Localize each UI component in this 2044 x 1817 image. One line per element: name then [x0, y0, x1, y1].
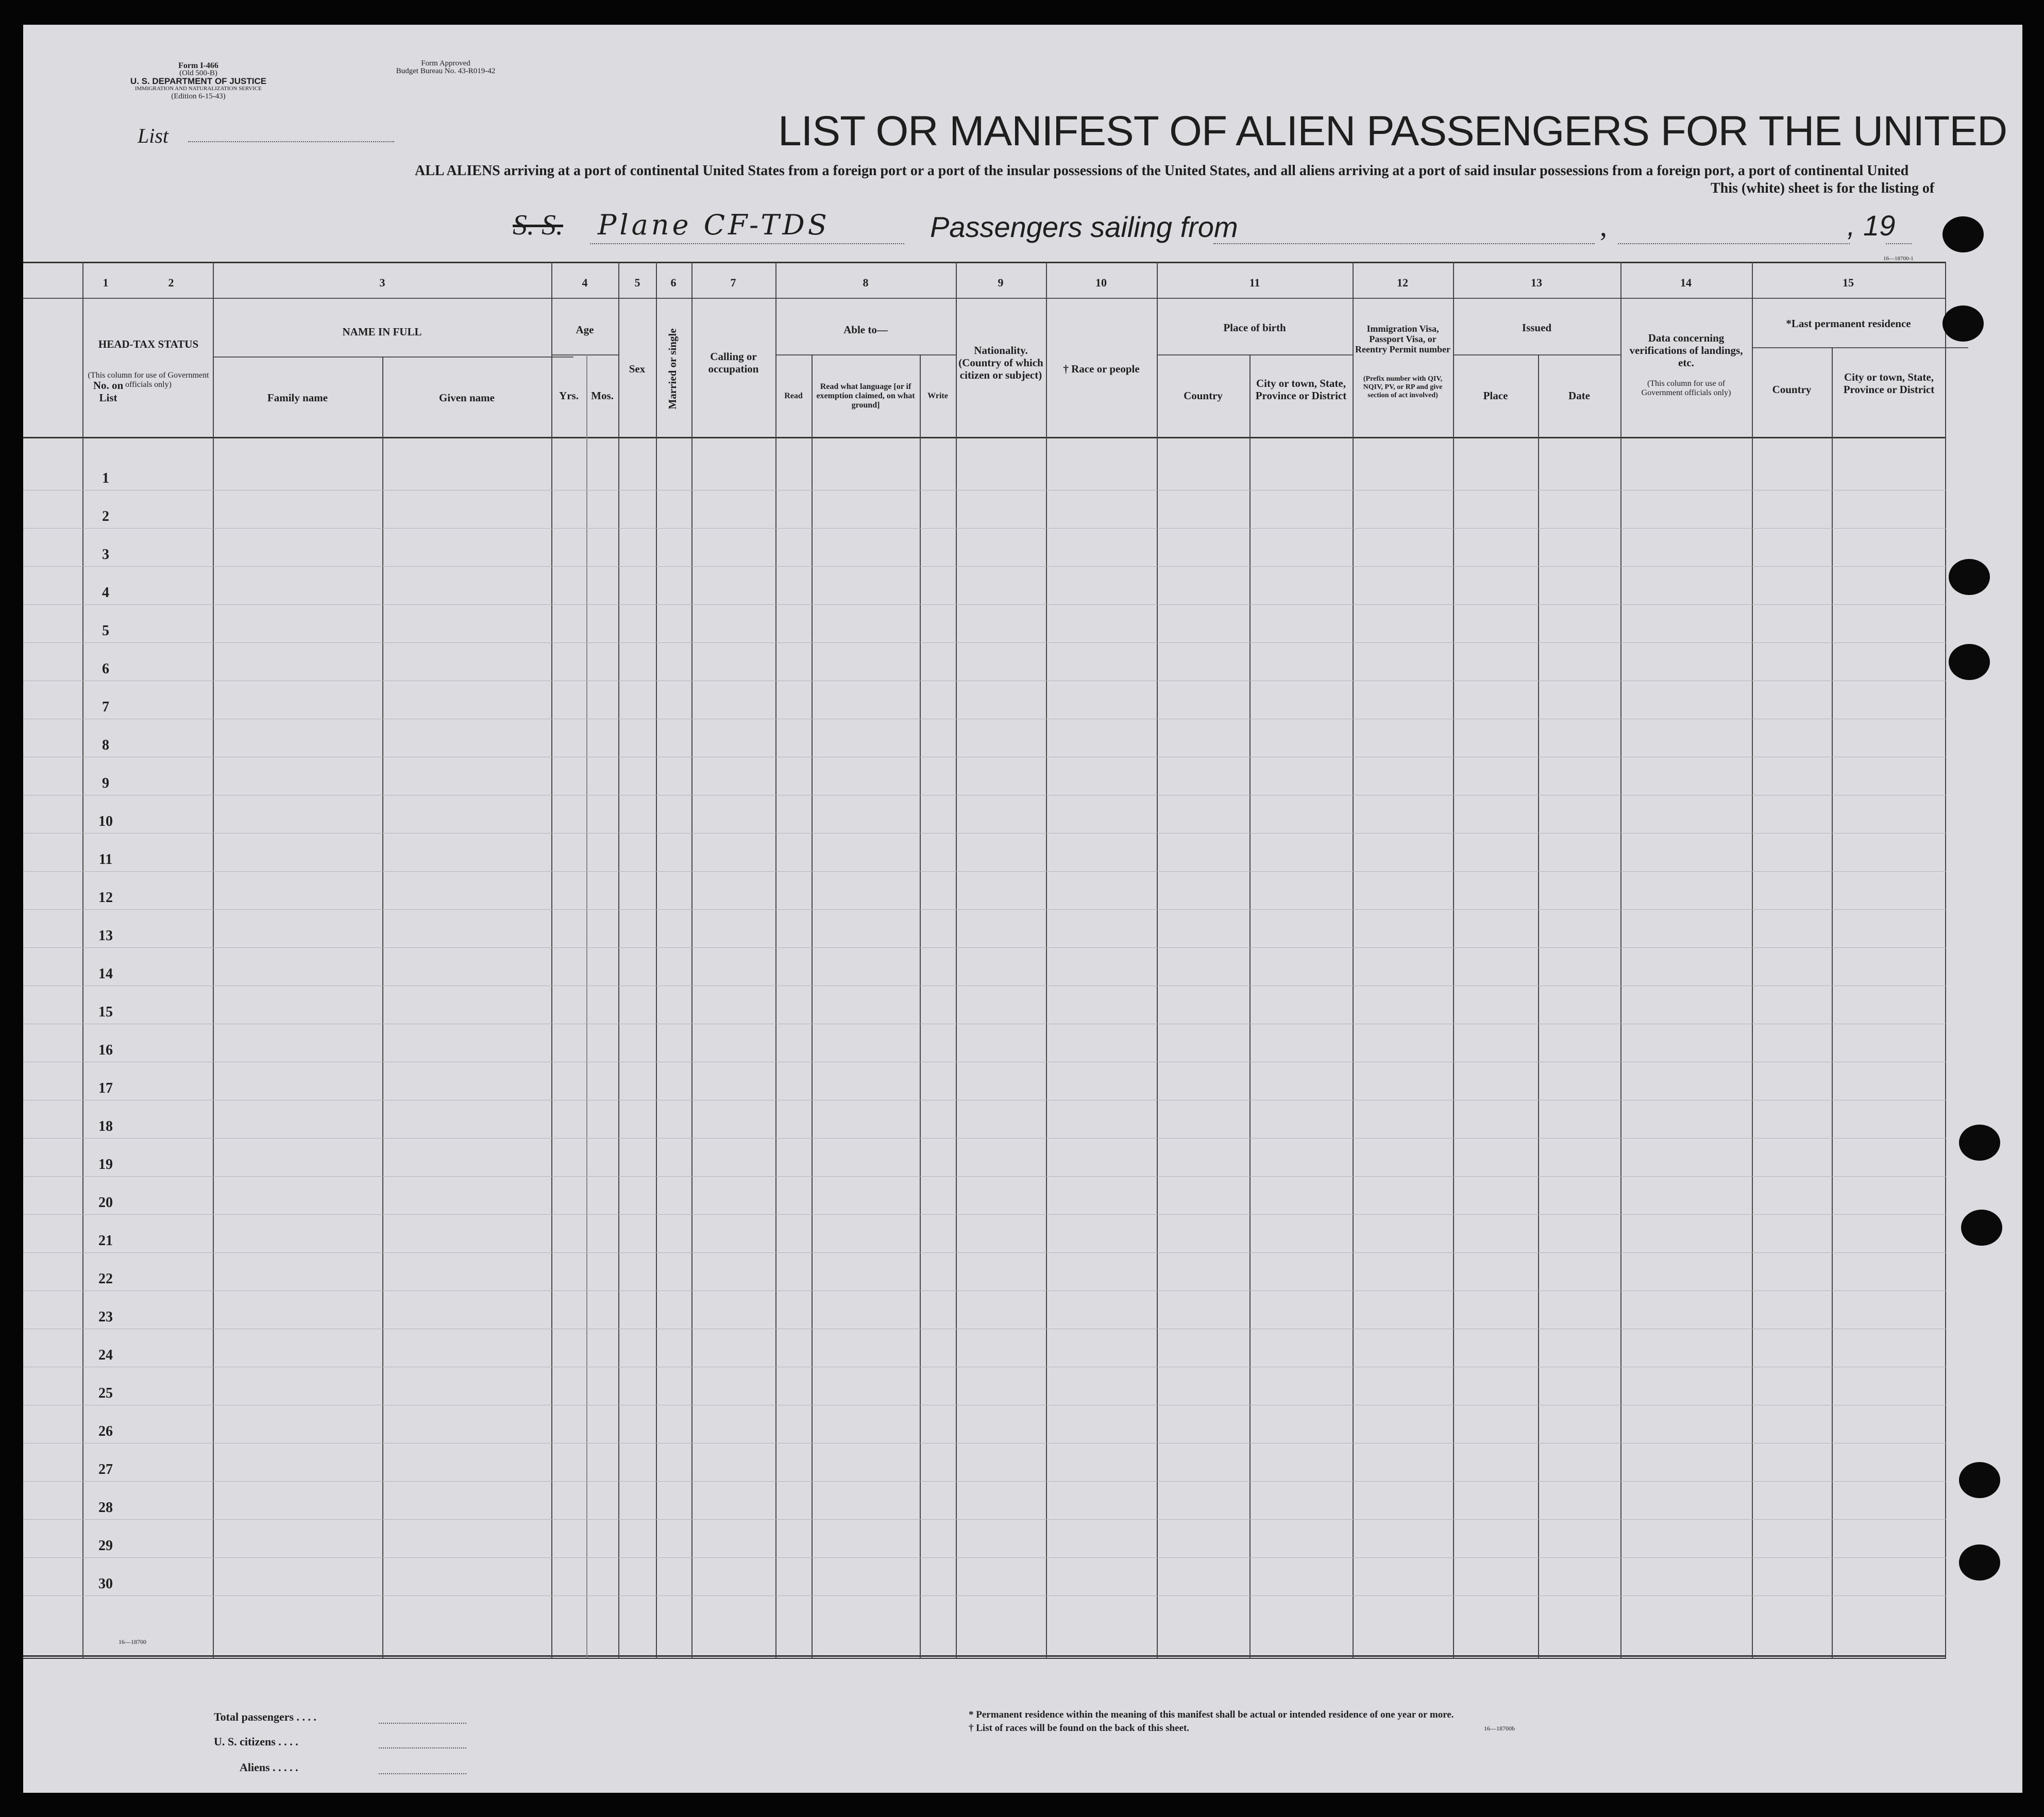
vessel-name-handwritten: Plane CF-TDS: [598, 209, 830, 241]
row-number: 20: [98, 1195, 113, 1211]
form-approved: Form Approved: [421, 59, 470, 67]
col-line: [1538, 354, 1539, 1658]
nationality-header: Nationality. (Country of which citizen or subject): [958, 344, 1043, 381]
col-line: [1453, 262, 1454, 1658]
row-number: 15: [98, 1004, 113, 1020]
data-concerning-note: (This column for use of Government officials only): [1641, 379, 1731, 397]
place-of-birth-header: Place of birth: [1223, 321, 1286, 334]
table-bottom-border-2: [23, 1658, 1946, 1659]
visa-note: (Prefix number with QIV, NQIV, PV, or RP and give section of act involved): [1363, 375, 1443, 399]
punch-hole: [1949, 559, 1990, 595]
visa-header: Immigration Visa, Passport Visa, or Reentry Permit number: [1355, 324, 1450, 354]
birth-subheader-line: [1157, 354, 1353, 355]
col-line: [656, 262, 657, 1658]
row-number: 27: [98, 1462, 113, 1478]
punch-hole: [1942, 305, 1984, 342]
row-number: 29: [98, 1538, 113, 1554]
row-number: 18: [98, 1118, 113, 1134]
column-number-divider: [23, 298, 1946, 299]
form-number: Form I-466: [178, 61, 218, 70]
row-number: 2: [102, 508, 109, 524]
row-number: 5: [102, 623, 109, 639]
department: U. S. DEPARTMENT OF JUSTICE: [130, 76, 267, 86]
table-row[interactable]: [23, 833, 1946, 834]
read-header: Read: [784, 392, 803, 400]
row-number: 28: [98, 1500, 113, 1516]
sailing-label: Passengers sailing from: [930, 211, 1238, 243]
col-line: [956, 262, 957, 1658]
age-subheader-line: [551, 354, 618, 355]
row-number: 21: [98, 1233, 113, 1249]
col-line: [382, 356, 383, 1658]
punch-hole: [1942, 216, 1984, 252]
intro-line-2: This (white) sheet is for the listing of: [1711, 180, 1935, 196]
aliens-label: Aliens . . . . .: [240, 1761, 298, 1774]
row-number: 6: [102, 661, 109, 677]
row-number: 14: [98, 966, 113, 982]
name-subheader-line: [213, 356, 573, 358]
table-row[interactable]: [23, 1138, 1946, 1139]
row-number: 4: [102, 585, 109, 601]
row-number: 25: [98, 1385, 113, 1401]
row-number: 3: [102, 547, 109, 563]
residence-country-header: Country: [1772, 383, 1812, 396]
list-field[interactable]: [188, 141, 394, 142]
total-passengers-field[interactable]: [379, 1723, 466, 1724]
page-title: LIST OR MANIFEST OF ALIEN PASSENGERS FOR THE UNITED: [778, 108, 2007, 155]
table-row[interactable]: [23, 1481, 1946, 1482]
col-number-3: 3: [379, 276, 385, 289]
row-number: 24: [98, 1347, 113, 1363]
vessel-name-field[interactable]: [590, 243, 904, 244]
residence-subheader-line: [1752, 347, 1968, 348]
approval-block: [363, 60, 528, 75]
col-number-7: 7: [730, 276, 736, 289]
manifest-sheet: [23, 25, 2022, 1793]
table-row[interactable]: [23, 871, 1946, 872]
permanent-residence-note: * Permanent residence within the meaning of this manifest shall be actual or intended residence of one year or more.: [969, 1709, 1454, 1720]
col-number-12: 12: [1397, 276, 1408, 289]
year-prefix: , 19: [1847, 209, 1896, 242]
sailing-date-field[interactable]: [1618, 243, 1850, 244]
col-line: [213, 262, 214, 1658]
col-line: [1249, 354, 1251, 1658]
col-number-2: 2: [168, 276, 174, 289]
no-on-list-header: No. on List: [93, 379, 124, 404]
punch-hole: [1959, 1462, 2000, 1498]
col-number-6: 6: [670, 276, 677, 289]
col-number-15: 15: [1843, 276, 1854, 289]
row-number: 19: [98, 1157, 113, 1173]
table-row[interactable]: [23, 566, 1946, 567]
row-number: 30: [98, 1576, 113, 1592]
header-bottom-border: [23, 437, 1946, 438]
table-row[interactable]: [23, 528, 1946, 529]
aliens-field[interactable]: [379, 1773, 466, 1774]
col-line: [1752, 262, 1753, 1658]
table-row[interactable]: [23, 1443, 1946, 1444]
table-bottom-border: [23, 1655, 1946, 1657]
data-concerning-header: Data concerning verifications of landings, etc.: [1629, 332, 1743, 369]
table-row[interactable]: [23, 604, 1946, 605]
bottom-code: 16—18700: [119, 1638, 146, 1645]
head-tax-note: (This column for use of Government officials only): [88, 371, 209, 389]
issued-date-header: Date: [1568, 389, 1590, 402]
table-row[interactable]: [23, 947, 1946, 948]
punch-hole: [1959, 1544, 2000, 1581]
table-row[interactable]: [23, 1557, 1946, 1558]
issued-subheader-line: [1453, 354, 1620, 355]
row-number: 16: [98, 1042, 113, 1058]
table-row[interactable]: [23, 1290, 1946, 1291]
calling-header: Calling or occupation: [708, 350, 759, 375]
col-line: [920, 354, 921, 1658]
comma-sep: ,: [1600, 211, 1607, 243]
married-header: Married or single: [666, 328, 679, 410]
col-number-8: 8: [863, 276, 869, 289]
sailing-port-field[interactable]: [1213, 243, 1595, 244]
old-number: (Old 500-B): [179, 69, 217, 77]
family-name-header: Family name: [267, 392, 328, 404]
row-number: 13: [98, 928, 113, 944]
residence-city-header: City or town, State, Province or District: [1843, 371, 1935, 396]
table-row[interactable]: [23, 1214, 1946, 1215]
punch-hole: [1961, 1210, 2002, 1246]
race-header: † Race or people: [1063, 363, 1140, 375]
row-number: 8: [102, 737, 109, 753]
row-number: 26: [98, 1423, 113, 1439]
col-line: [1832, 347, 1833, 1658]
col-line: [586, 354, 587, 1658]
row-number: 11: [98, 852, 113, 868]
table-row[interactable]: [23, 909, 1946, 910]
col-number-10: 10: [1095, 276, 1107, 289]
ss-prefix: S. S.: [513, 209, 563, 241]
table-row[interactable]: [23, 1176, 1946, 1177]
form-header: [126, 62, 271, 100]
age-header: Age: [576, 324, 594, 336]
col-line: [1353, 262, 1354, 1658]
table-row[interactable]: [23, 1252, 1946, 1253]
table-row[interactable]: [23, 1519, 1946, 1520]
col-number-9: 9: [998, 276, 1004, 289]
notes-code: 16—18700b: [1484, 1725, 1515, 1732]
row-number: 9: [102, 775, 109, 791]
issued-place-header: Place: [1483, 389, 1508, 402]
corner-code: 16—18700-1: [1883, 256, 1914, 262]
birth-city-header: City or town, State, Province or District: [1255, 377, 1347, 402]
last-residence-header: *Last permanent residence: [1786, 317, 1911, 330]
total-passengers-label: Total passengers . . . .: [214, 1710, 317, 1723]
col-line: [1945, 262, 1946, 1658]
col-number-13: 13: [1531, 276, 1542, 289]
row-number: 7: [102, 699, 109, 715]
row-number: 12: [98, 890, 113, 906]
table-top-border: [23, 262, 1946, 263]
able-subheader-line: [775, 354, 956, 355]
table-row[interactable]: [23, 1595, 1946, 1596]
intro-line-1: ALL ALIENS arriving at a port of continental United States from a foreign port or a port of the insular possessions of the United States, and all aliens arriving at a port of said insular possessions from a foreign port, a port of continental United: [415, 163, 1909, 179]
mos-header: Mos.: [591, 389, 614, 402]
write-header: Write: [927, 392, 948, 400]
col-number-4: 4: [582, 276, 588, 289]
col-number-1: 1: [103, 276, 109, 289]
col-number-14: 14: [1680, 276, 1692, 289]
edition: (Edition 6-15-43): [171, 92, 226, 100]
us-citizens-field[interactable]: [379, 1747, 466, 1748]
col-line: [1620, 262, 1621, 1658]
col-line: [1046, 262, 1047, 1658]
able-to-header: Able to—: [843, 324, 888, 336]
sex-header: Sex: [629, 363, 646, 375]
row-number: 22: [98, 1271, 113, 1287]
punch-hole: [1959, 1125, 2000, 1161]
list-label: List: [138, 124, 169, 147]
col-line: [812, 354, 813, 1658]
row-number: 17: [98, 1080, 113, 1096]
col-line: [551, 262, 552, 1658]
race-list-note: † List of races will be found on the back of this sheet.: [969, 1723, 1190, 1734]
read-language-header: Read what language [or if exemption claimed, on what ground]: [816, 382, 915, 410]
col-number-5: 5: [634, 276, 640, 289]
col-line: [775, 262, 776, 1658]
given-name-header: Given name: [439, 392, 495, 404]
row-number: 1: [102, 470, 109, 486]
service: IMMIGRATION AND NATURALIZATION SERVICE: [134, 86, 262, 92]
col-number-11: 11: [1249, 276, 1260, 289]
col-line: [618, 262, 619, 1658]
punch-hole: [1949, 644, 1990, 680]
us-citizens-label: U. S. citizens . . . .: [214, 1735, 298, 1748]
year-field[interactable]: [1886, 243, 1912, 244]
col-line: [691, 262, 692, 1658]
yrs-header: Yrs.: [559, 389, 579, 402]
row-number: 10: [98, 813, 113, 829]
table-row[interactable]: [23, 642, 1946, 643]
birth-country-header: Country: [1184, 389, 1223, 402]
head-tax-header: HEAD-TAX STATUS: [98, 338, 199, 350]
issued-header: Issued: [1522, 321, 1552, 334]
col-line: [1157, 262, 1158, 1658]
name-in-full-header: NAME IN FULL: [342, 326, 422, 338]
budget-number: Budget Bureau No. 43-R019-42: [396, 67, 496, 75]
row-number: 23: [98, 1309, 113, 1325]
